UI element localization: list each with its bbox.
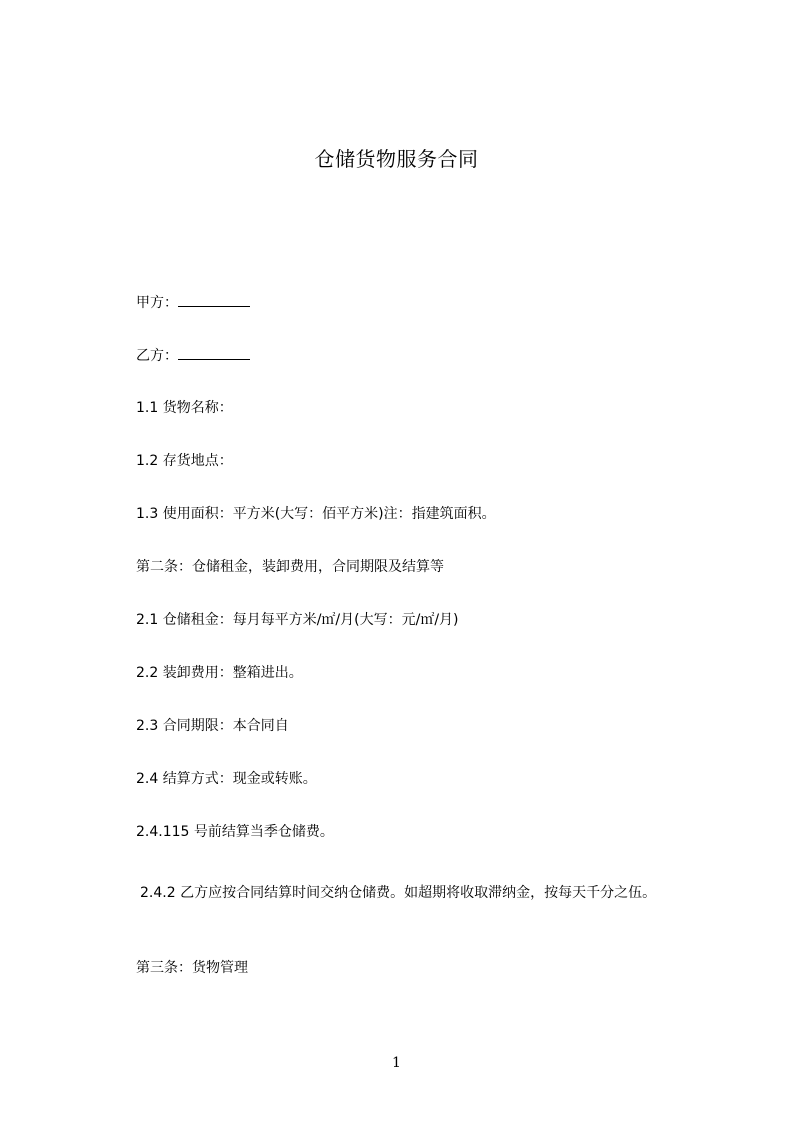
clause-2-3: 2.3 合同期限：本合同自 <box>136 718 289 734</box>
clause-2-1: 2.1 仓储租金：每月每平方米/㎡/月(大写：元/㎡/月) <box>136 612 459 628</box>
party-b-label: 乙方： <box>136 348 178 364</box>
document-title: 仓储货物服务合同 <box>314 147 479 171</box>
clause-1-2: 1.2 存货地点： <box>136 453 233 469</box>
clause-1-3: 1.3 使用面积：平方米(大写：佰平方米)注：指建筑面积。 <box>136 506 496 522</box>
clause-1-1: 1.1 货物名称： <box>136 400 233 416</box>
clause-2-4-2: 2.4.2 乙方应按合同结算时间交纳仓储费。如超期将收取滞纳金，按每天千分之伍。 <box>140 885 657 901</box>
page-number: 1 <box>392 1055 401 1071</box>
party-b-blank <box>178 345 250 360</box>
party-a-blank <box>178 292 250 307</box>
section-2-heading: 第二条：仓储租金，装卸费用，合同期限及结算等 <box>136 559 444 575</box>
clause-2-4: 2.4 结算方式：现金或转账。 <box>136 771 317 787</box>
clause-2-2: 2.2 装卸费用：整箱进出。 <box>136 665 303 681</box>
party-b-line <box>136 345 250 366</box>
section-3-heading: 第三条：货物管理 <box>136 960 248 976</box>
clause-2-4-1: 2.4.115 号前结算当季仓储费。 <box>136 824 334 840</box>
party-a-line <box>136 292 250 313</box>
party-a-label: 甲方： <box>136 295 178 311</box>
